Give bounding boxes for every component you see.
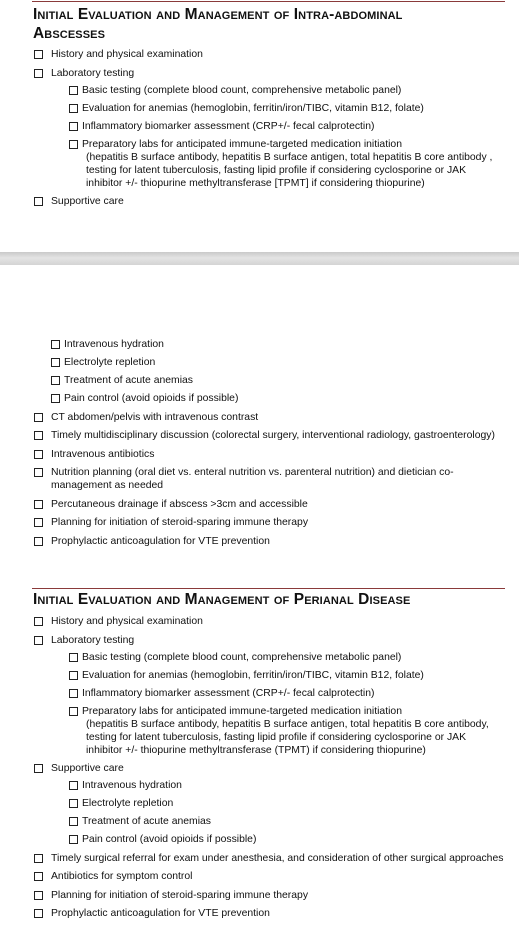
checkbox-icon[interactable] xyxy=(34,909,43,918)
checkbox-icon[interactable] xyxy=(34,50,43,59)
list-item: Treatment of acute anemias xyxy=(51,374,505,387)
section-rule xyxy=(32,1,505,2)
checkbox-icon[interactable] xyxy=(69,140,78,149)
supportive-sublist xyxy=(69,779,505,846)
checkbox-icon[interactable] xyxy=(51,376,60,385)
checkbox-icon[interactable] xyxy=(34,636,43,645)
list-item: Nutrition planning (oral diet vs. enteral nutrition vs. parenteral nutrition) and dietician co-management as needed xyxy=(33,466,505,492)
checkbox-icon[interactable] xyxy=(51,358,60,367)
checkbox-icon[interactable] xyxy=(34,413,43,422)
supportive-sublist xyxy=(51,338,505,405)
list-item: Intravenous antibiotics xyxy=(33,448,505,461)
list-item: Planning for initiation of steroid-sparing immune therapy xyxy=(33,889,505,902)
checkbox-icon[interactable] xyxy=(51,394,60,403)
checklist-perianal xyxy=(33,615,505,926)
document-page-2 xyxy=(0,265,519,941)
list-item: Electrolyte repletion xyxy=(69,797,505,810)
prep-labs-detail: (hepatitis B surface antibody, hepatitis B surface antigen, total hepatitis B core antibody, testing for latent tuberculosis, fasting lipid profile if considering cyclosporine or JAK inhibitor +/- thiopurine methyltransferase (TPMT) if considering thiopurine) xyxy=(86,718,489,756)
prep-labs-detail: (hepatitis B surface antibody, hepatitis B surface antigen, total hepatitis B core antibody , testing for latent tuberculosis, fasting lipid profile if considering cyclosporine or JAK inhibitor +/- thiopurine methyltransferase [TPMT] if considering thiopurine) xyxy=(86,151,493,189)
list-item: Timely multidisciplinary discussion (colorectal surgery, interventional radiology, gastroenterology) xyxy=(33,429,505,442)
list-item: Evaluation for anemias (hemoglobin, ferritin/iron/TIBC, vitamin B12, folate) xyxy=(69,669,505,682)
page-separator xyxy=(0,252,519,265)
list-item: Timely surgical referral for exam under anesthesia, and consideration of other surgical approaches xyxy=(33,852,505,865)
section-rule xyxy=(32,588,505,589)
list-item: Intravenous hydration xyxy=(69,779,505,792)
checkbox-icon[interactable] xyxy=(69,671,78,680)
list-item: Antibiotics for symptom control xyxy=(33,870,505,883)
list-item: Inflammatory biomarker assessment (CRP+/- fecal calprotectin) xyxy=(69,687,505,700)
list-item xyxy=(33,338,505,405)
list-item: Pain control (avoid opioids if possible) xyxy=(69,833,505,846)
list-item: Treatment of acute anemias xyxy=(69,815,505,828)
list-item: Intravenous hydration xyxy=(51,338,505,351)
lab-sublist xyxy=(69,84,505,190)
list-item: Prophylactic anticoagulation for VTE prevention xyxy=(33,535,505,548)
checkbox-icon[interactable] xyxy=(69,799,78,808)
list-item: Electrolyte repletion xyxy=(51,356,505,369)
checkbox-icon[interactable] xyxy=(34,518,43,527)
checkbox-icon[interactable] xyxy=(51,340,60,349)
checkbox-icon[interactable] xyxy=(69,707,78,716)
lab-sublist xyxy=(69,651,505,757)
list-item: History and physical examination xyxy=(33,48,505,61)
section-heading-abscesses: Initial Evaluation and Management of Intra-abdominal Abscesses xyxy=(33,6,403,42)
checkbox-icon[interactable] xyxy=(34,764,43,773)
list-item: Supportive care Intravenous hydration Electrolyte repletion Treatment of acute anemias Pain control (avoid opioids if possible) xyxy=(33,762,505,846)
checkbox-icon[interactable] xyxy=(69,104,78,113)
checkbox-icon[interactable] xyxy=(34,891,43,900)
checkbox-icon[interactable] xyxy=(69,86,78,95)
list-item: Basic testing (complete blood count, comprehensive metabolic panel) xyxy=(69,651,505,664)
list-item: Inflammatory biomarker assessment (CRP+/- fecal calprotectin) xyxy=(69,120,505,133)
document-page-1 xyxy=(0,0,519,252)
list-item: Pain control (avoid opioids if possible) xyxy=(51,392,505,405)
checkbox-icon[interactable] xyxy=(34,872,43,881)
list-item: Laboratory testing Basic testing (complete blood count, comprehensive metabolic panel) Evaluation for anemias (hemoglobin, ferritin/iron/TIBC, vitamin B12, folate) Inflammatory biomarker assessment (CRP+/- fecal calprotectin) Preparatory labs for anticipated immune-targeted medication initiation (hepatitis B surface antibody, hepatitis B surface antigen, total hepatitis B core antibody, testing for latent tuberculosis, fasting lipid profile if considering cyclosporine or JAK inhibitor +/- thiopurine methyltransferase (TPMT) if considering thiopurine) xyxy=(33,634,505,757)
list-item: CT abdomen/pelvis with intravenous contrast xyxy=(33,411,505,424)
list-item: Percutaneous drainage if abscess >3cm and accessible xyxy=(33,498,505,511)
checkbox-icon[interactable] xyxy=(34,854,43,863)
checkbox-icon[interactable] xyxy=(69,689,78,698)
checkbox-icon[interactable] xyxy=(69,781,78,790)
checklist-abscesses-part2 xyxy=(33,338,505,553)
list-item: Evaluation for anemias (hemoglobin, ferritin/iron/TIBC, vitamin B12, folate) xyxy=(69,102,505,115)
list-item: Basic testing (complete blood count, comprehensive metabolic panel) xyxy=(69,84,505,97)
checklist-abscesses-part1 xyxy=(33,48,505,214)
checkbox-icon[interactable] xyxy=(34,431,43,440)
checkbox-icon[interactable] xyxy=(69,122,78,131)
list-item: Laboratory testing Basic testing (complete blood count, comprehensive metabolic panel) Evaluation for anemias (hemoglobin, ferritin/iron/TIBC, vitamin B12, folate) Inflammatory biomarker assessment (CRP+/- fecal calprotectin) Preparatory labs for anticipated immune-targeted medication initiation (hepatitis B surface antibody, hepatitis B surface antigen, total hepatitis B core antibody , testing for latent tuberculosis, fasting lipid profile if considering cyclosporine or JAK inhibitor +/- thiopurine methyltransferase [TPMT] if considering thiopurine) xyxy=(33,67,505,190)
list-item: Preparatory labs for anticipated immune-targeted medication initiation (hepatitis B surface antibody, hepatitis B surface antigen, total hepatitis B core antibody , testing for latent tuberculosis, fasting lipid profile if considering cyclosporine or JAK inhibitor +/- thiopurine methyltransferase [TPMT] if considering thiopurine) xyxy=(69,138,505,190)
list-item: Preparatory labs for anticipated immune-targeted medication initiation (hepatitis B surface antibody, hepatitis B surface antigen, total hepatitis B core antibody, testing for latent tuberculosis, fasting lipid profile if considering cyclosporine or JAK inhibitor +/- thiopurine methyltransferase (TPMT) if considering thiopurine) xyxy=(69,705,505,757)
checkbox-icon[interactable] xyxy=(69,835,78,844)
section-heading-perianal: Initial Evaluation and Management of Perianal Disease xyxy=(33,591,411,608)
checkbox-icon[interactable] xyxy=(69,653,78,662)
checkbox-icon[interactable] xyxy=(34,500,43,509)
list-item: Planning for initiation of steroid-sparing immune therapy xyxy=(33,516,505,529)
checkbox-icon[interactable] xyxy=(34,69,43,78)
checkbox-icon[interactable] xyxy=(69,817,78,826)
list-item: Prophylactic anticoagulation for VTE prevention xyxy=(33,907,505,920)
checkbox-icon[interactable] xyxy=(34,537,43,546)
list-item: History and physical examination xyxy=(33,615,505,628)
checkbox-icon[interactable] xyxy=(34,617,43,626)
checkbox-icon[interactable] xyxy=(34,450,43,459)
checkbox-icon[interactable] xyxy=(34,468,43,477)
checkbox-icon[interactable] xyxy=(34,197,43,206)
list-item: Supportive care xyxy=(33,195,505,208)
